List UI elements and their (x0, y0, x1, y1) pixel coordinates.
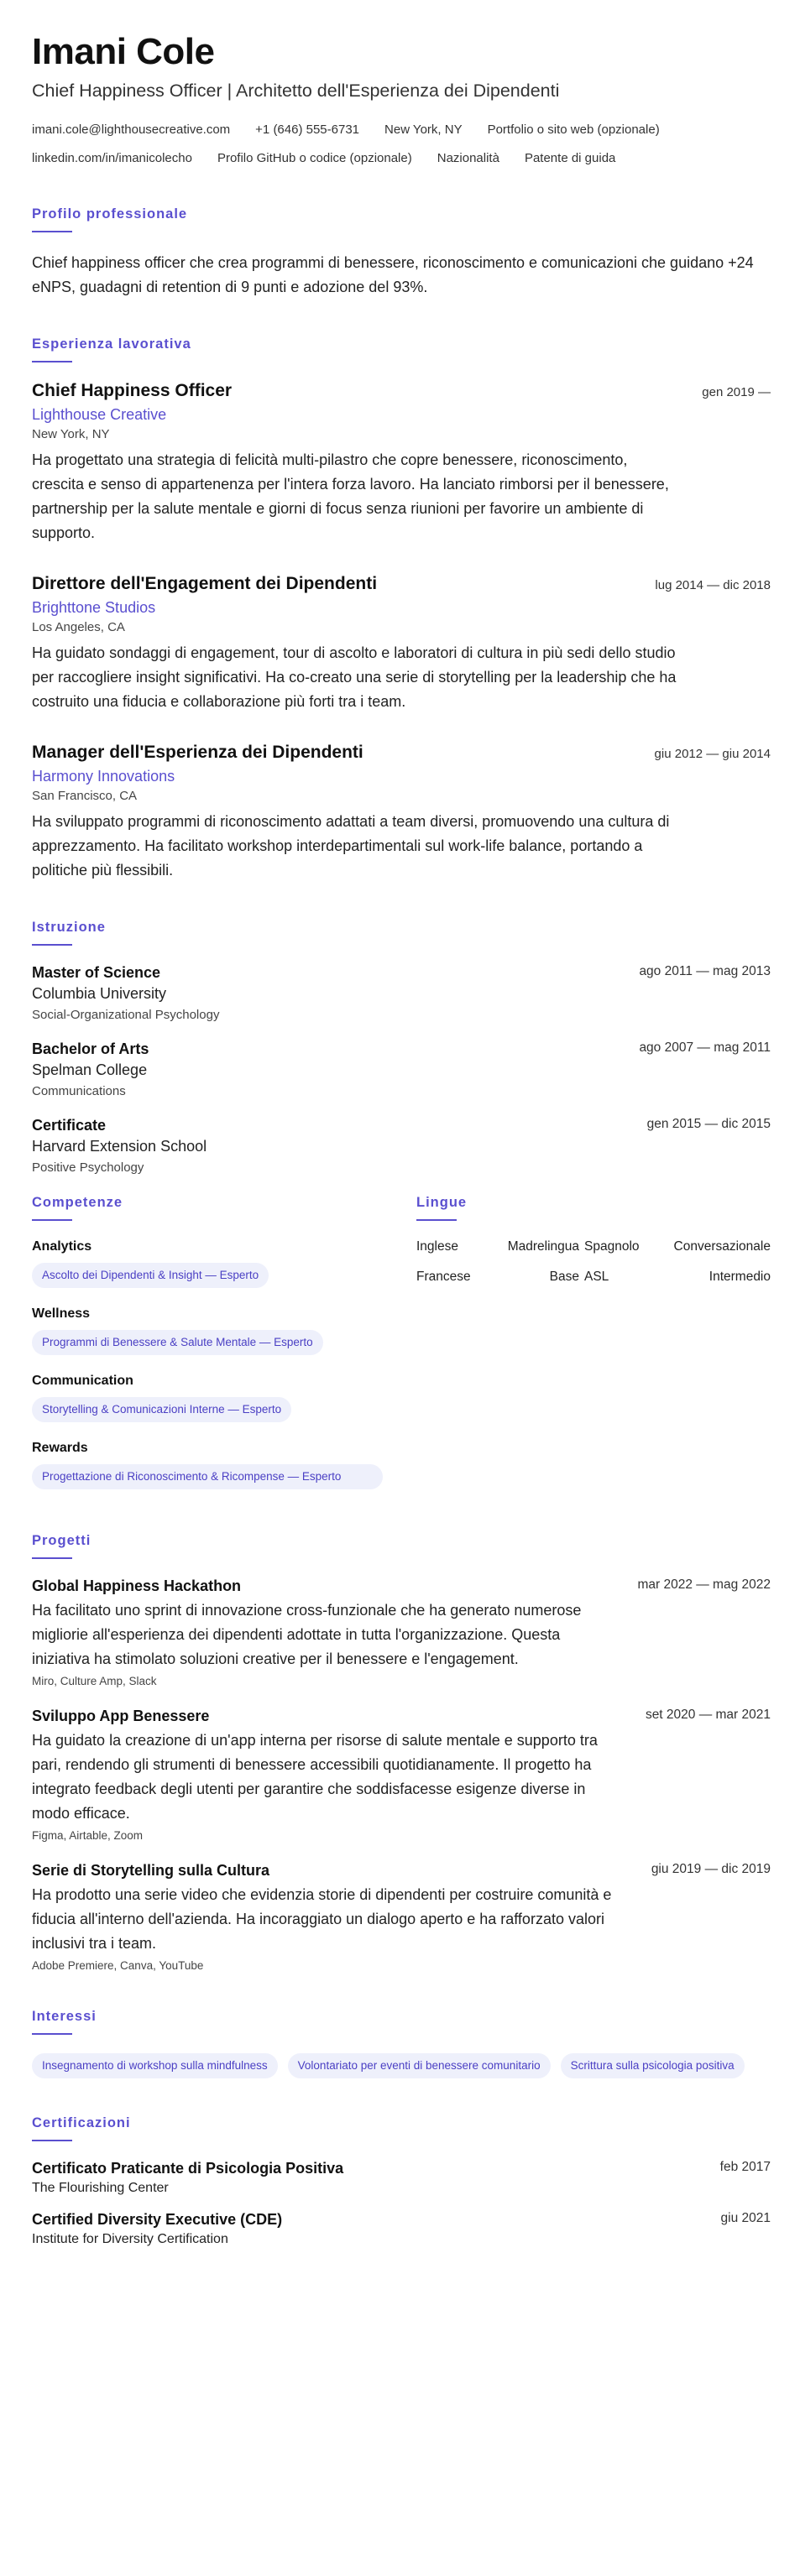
contact-location: New York, NY (384, 123, 463, 137)
profile-summary: Chief happiness officer che crea programmi di benessere, riconoscimento e comunicazioni che guidano +24 eNPS, guadagni di retention di 9 punti e adozione del 93%. (32, 254, 754, 295)
section-divider (32, 1219, 72, 1221)
project-description: Ha guidato la creazione di un'app interna per risorse di salute mentale e supporto tra pari, rendendo gli strumenti di benessere accessibili quotidianamente. Il progetto ha integrato feedback degli utenti per garantire che soddisfacesse esigenze diverse in modo efficace. (32, 1732, 598, 1822)
section-title: Interessi (32, 2009, 97, 2024)
job-company: Harmony Innovations (32, 768, 175, 785)
education-school: Spelman College (32, 1061, 148, 1078)
skill-group (32, 1239, 383, 1288)
section-title: Profilo professionale (32, 206, 188, 222)
language-name: Spagnolo (584, 1239, 640, 1254)
section-title: Competenze (32, 1195, 123, 1210)
project-description: Ha prodotto una serie video che evidenzia storie di dipendenti per costruire comunità e fiducia all'interno dell'azienda. Ha incoraggiato un dialogo aperto e ha rafforzato valori inclusivi tra i team. (32, 1886, 612, 1952)
skill-pill: Progettazione di Riconoscimento & Ricompense — Esperto (32, 1464, 383, 1489)
language-level: Conversazionale (673, 1239, 771, 1254)
education-field: Communications (32, 1084, 126, 1098)
project-title: Sviluppo App Benessere (32, 1708, 210, 1724)
job-title: Manager dell'Esperienza dei Dipendenti (32, 743, 363, 762)
certification-date: giu 2021 (720, 2211, 771, 2225)
certification-org: Institute for Diversity Certification (32, 2232, 228, 2246)
project-entry (32, 1708, 771, 1842)
section-title: Progetti (32, 1533, 92, 1548)
interests-section (32, 2009, 768, 2078)
candidate-subtitle: Chief Happiness Officer | Architetto dell'Esperienza dei Dipendenti (32, 81, 560, 101)
language-name: Inglese (416, 1239, 458, 1254)
job-location: New York, NY (32, 427, 110, 441)
contact-portfolio[interactable]: Portfolio o sito web (opzionale) (487, 123, 660, 137)
job-entry (32, 574, 771, 714)
project-date: set 2020 — mar 2021 (645, 1708, 771, 1722)
job-entry (32, 381, 771, 545)
certification-name: Certified Diversity Executive (CDE) (32, 2211, 283, 2228)
skill-pill: Programmi di Benessere & Salute Mentale — Esperto (32, 1330, 323, 1355)
contact-license: Patente di guida (524, 151, 616, 165)
language-level: Base (549, 1270, 579, 1284)
contact-nationality: Nazionalità (437, 151, 499, 165)
section-divider (416, 1219, 457, 1221)
language-name: ASL (584, 1270, 609, 1284)
skill-group (32, 1441, 383, 1489)
project-tools: Miro, Culture Amp, Slack (32, 1675, 157, 1687)
job-description: Ha sviluppato programmi di riconoscimento adattati a team diversi, promuovendo una cultura di apprezzamento. Ha facilitato workshop interdepartimentali sul work-life balance, portando a politiche più flessibili. (32, 813, 670, 879)
education-entry (32, 964, 771, 1022)
skills-section (32, 1195, 383, 1508)
contact-phone[interactable]: +1 (646) 555-6731 (255, 123, 360, 137)
project-entry (32, 1862, 771, 1972)
section-divider (32, 1557, 72, 1559)
section-divider (32, 231, 72, 232)
contact-github[interactable]: Profilo GitHub o codice (opzionale) (217, 151, 412, 165)
skill-category: Rewards (32, 1441, 88, 1455)
job-location: San Francisco, CA (32, 789, 138, 803)
skill-category: Communication (32, 1374, 133, 1388)
project-title: Global Happiness Hackathon (32, 1577, 242, 1594)
skill-category: Analytics (32, 1239, 92, 1254)
job-title: Direttore dell'Engagement dei Dipendenti (32, 574, 378, 593)
interest-pill: Insegnamento di workshop sulla mindfulness (32, 2053, 278, 2078)
section-divider (32, 2140, 72, 2141)
education-date: ago 2011 — mag 2013 (639, 964, 771, 978)
languages-section (416, 1195, 769, 1508)
education-date: gen 2015 — dic 2015 (646, 1117, 771, 1131)
skill-pill: Ascolto dei Dipendenti & Insight — Esperto (32, 1263, 269, 1288)
education-degree: Master of Science (32, 964, 161, 981)
job-company: Lighthouse Creative (32, 406, 167, 423)
contact-linkedin[interactable]: linkedin.com/in/imanicolecho (32, 151, 192, 165)
education-field: Positive Psychology (32, 1160, 144, 1175)
education-field: Social-Organizational Psychology (32, 1008, 220, 1022)
skill-category: Wellness (32, 1306, 91, 1321)
certification-entry (32, 2211, 771, 2247)
job-date: giu 2012 — giu 2014 (654, 747, 771, 761)
skills-languages-row (32, 1195, 771, 1508)
project-date: giu 2019 — dic 2019 (651, 1862, 771, 1876)
job-location: Los Angeles, CA (32, 620, 125, 634)
interest-pill: Volontariato per eventi di benessere comunitario (288, 2053, 551, 2078)
section-divider (32, 2033, 72, 2035)
section-divider (32, 944, 72, 946)
languages-table (416, 1239, 769, 1285)
resume-header (32, 30, 768, 169)
project-entry (32, 1577, 771, 1687)
section-title: Certificazioni (32, 2115, 131, 2130)
education-school: Harvard Extension School (32, 1138, 207, 1155)
profile-section (32, 206, 768, 300)
certifications-section (32, 2115, 771, 2247)
certification-org: The Flourishing Center (32, 2181, 169, 2195)
project-tools: Adobe Premiere, Canva, YouTube (32, 1959, 204, 1972)
skill-group (32, 1374, 383, 1422)
contact-info (32, 119, 771, 169)
section-title: Esperienza lavorativa (32, 336, 191, 352)
job-entry (32, 743, 771, 883)
section-title: Istruzione (32, 920, 106, 935)
skill-group (32, 1306, 383, 1355)
section-divider (32, 361, 72, 362)
experience-section (32, 336, 771, 883)
language-level: Madrelingua (507, 1239, 579, 1254)
projects-section (32, 1533, 771, 1972)
section-title: Lingue (416, 1195, 468, 1210)
project-date: mar 2022 — mag 2022 (637, 1577, 771, 1592)
job-company: Brighttone Studios (32, 599, 156, 616)
education-degree: Certificate (32, 1117, 107, 1134)
certification-date: feb 2017 (719, 2160, 771, 2174)
interest-pill: Scrittura sulla psicologia positiva (561, 2053, 745, 2078)
language-level: Intermedio (708, 1270, 771, 1284)
education-section (32, 920, 771, 1175)
job-title: Chief Happiness Officer (32, 381, 233, 400)
job-date: lug 2014 — dic 2018 (655, 578, 771, 592)
certification-name: Certificato Praticante di Psicologia Positiva (32, 2160, 344, 2177)
candidate-name: Imani Cole (32, 31, 215, 72)
education-school: Columbia University (32, 985, 167, 1002)
contact-email[interactable]: imani.cole@lighthousecreative.com (32, 123, 231, 137)
education-date: ago 2007 — mag 2011 (639, 1040, 771, 1055)
education-degree: Bachelor of Arts (32, 1040, 149, 1057)
job-date: gen 2019 — (702, 385, 771, 399)
interests-list (32, 2053, 771, 2078)
job-description: Ha progettato una strategia di felicità multi-pilastro che copre benessere, riconoscimento, crescita e senso di appartenenza per l'intera forza lavoro. Ha lanciato rimborsi per il benessere, partnership per la salute mentale e giorni di focus senza riunioni per favorire un ambiente di supporto. (32, 451, 669, 541)
education-entry (32, 1117, 771, 1175)
job-description: Ha guidato sondaggi di engagement, tour di ascolto e laboratori di cultura in più sedi dello studio per raccogliere insight significativi. Ha co-creato una serie di storytelling per la leadership che ha costruito una fiducia e collaborazione più forti tra i team. (32, 644, 677, 710)
project-tools: Figma, Airtable, Zoom (32, 1829, 144, 1842)
project-description: Ha facilitato uno sprint di innovazione cross-funzionale che ha generato numerose migliorie all'esperienza dei dipendenti adottate in tutta l'organizzazione. Questa iniziativa ha stimolato soluzioni creative per il benessere e l'engagement. (32, 1602, 582, 1667)
education-entry (32, 1040, 771, 1098)
project-title: Serie di Storytelling sulla Cultura (32, 1862, 270, 1879)
language-name: Francese (416, 1270, 471, 1284)
skill-pill: Storytelling & Comunicazioni Interne — Esperto (32, 1397, 291, 1422)
certification-entry (32, 2160, 771, 2196)
